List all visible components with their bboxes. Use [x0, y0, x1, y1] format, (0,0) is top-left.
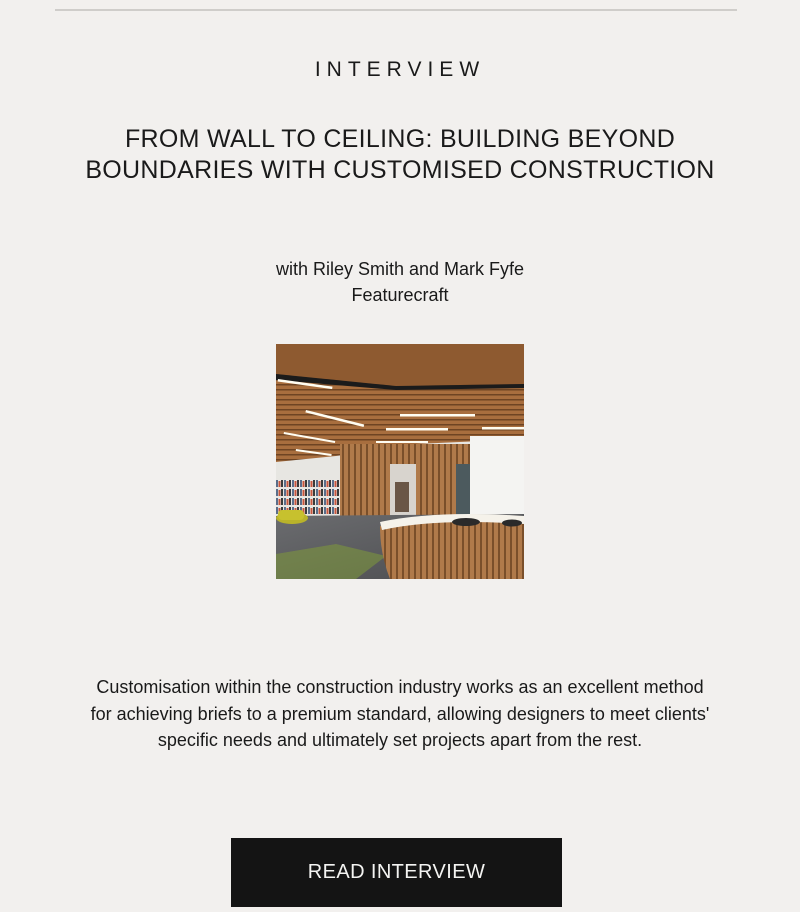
top-divider	[55, 9, 737, 11]
read-interview-button[interactable]: READ INTERVIEW	[231, 838, 562, 907]
section-label: INTERVIEW	[314, 58, 486, 81]
article-summary: Customisation within the construction industry works as an excellent method for achieving briefs to a premium standard, allowing designers to meet clients' specific needs and ultimately set projects apart from the rest.	[90, 677, 710, 750]
byline-company: Featurecraft	[351, 285, 449, 305]
article-image	[276, 344, 524, 579]
byline	[0, 256, 800, 308]
article-headline: FROM WALL TO CEILING: BUILDING BEYOND BOUNDARIES WITH CUSTOMISED CONSTRUCTION	[85, 125, 715, 184]
byline-authors: with Riley Smith and Mark Fyfe	[275, 259, 525, 279]
